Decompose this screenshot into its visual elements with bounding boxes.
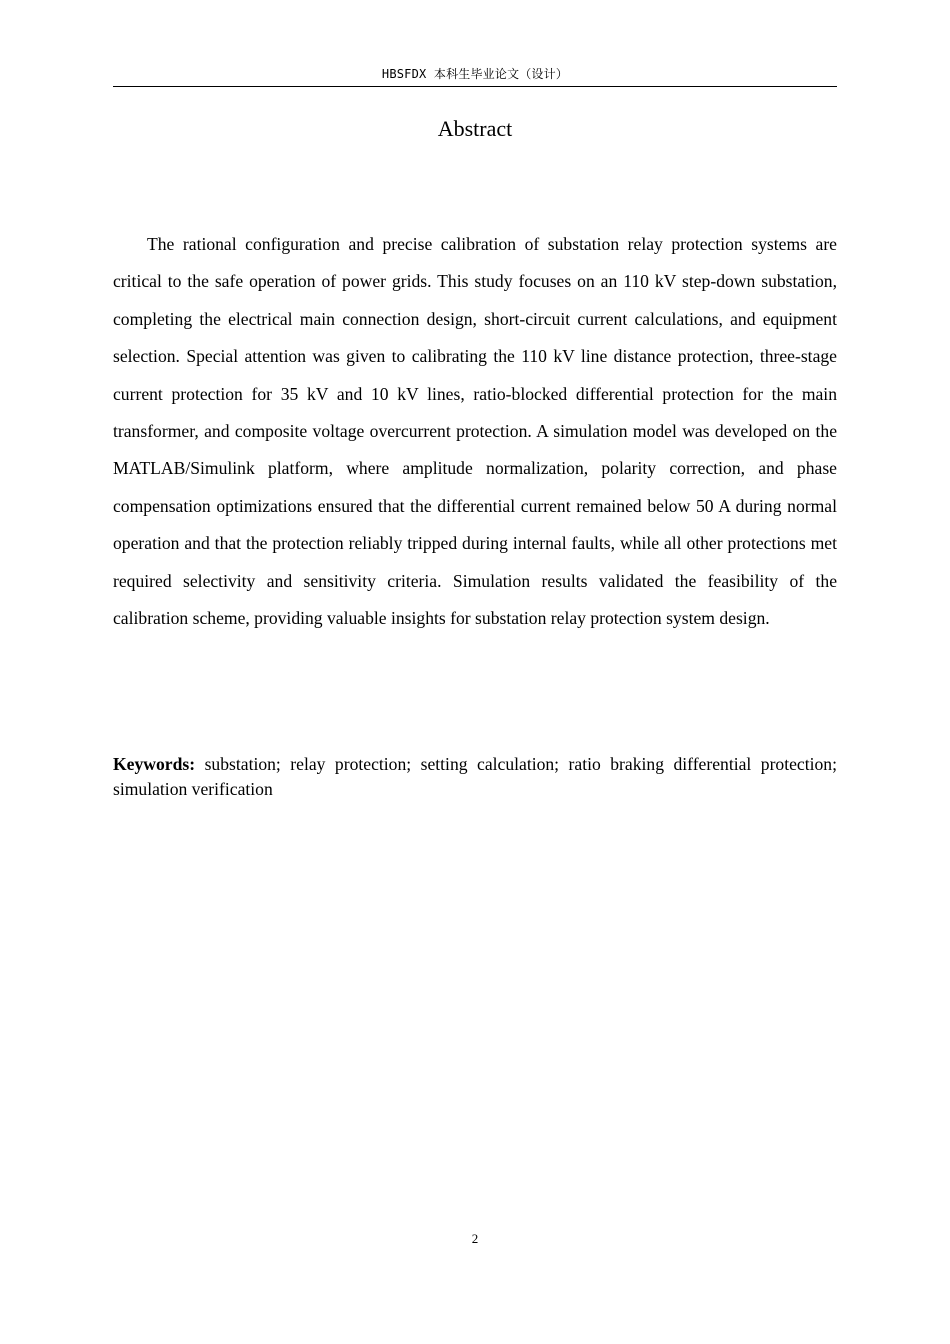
page-number: 2 xyxy=(471,1231,479,1246)
running-header xyxy=(113,62,837,87)
keywords xyxy=(113,752,837,802)
keywords-label: Keywords: xyxy=(113,754,205,774)
abstract-body: The rational configuration and precise calibration of substation relay protection systems are critical to the safe operation of power grids. This study focuses on an 110 kV step-down substation, completing the electrical main connection design, short-circuit current calculations, and equipment selection. Special attention was given to calibrating the 110 kV line distance protection, three-stage current protection for 35 kV and 10 kV lines, ratio-blocked differential protection for the main transformer, and composite voltage overcurrent protection. A simulation model was developed on the MATLAB/Simulink platform, where amplitude normalization, polarity correction, and phase compensation optimizations ensured that the differential current remained below 50 A during normal operation and that the protection reliably tripped during internal faults, while all other protections met required selectivity and sensitivity criteria. Simulation results validated the feasibility of the calibration scheme, providing valuable insights for substation relay protection system design. xyxy=(113,234,837,629)
abstract-title: Abstract xyxy=(437,116,513,141)
keywords-text: substation; relay protection; setting calculation; ratio braking differential protection; simulation verification xyxy=(113,754,837,799)
running-header-title: HBSFDX 本科生毕业论文（设计） xyxy=(381,67,569,81)
